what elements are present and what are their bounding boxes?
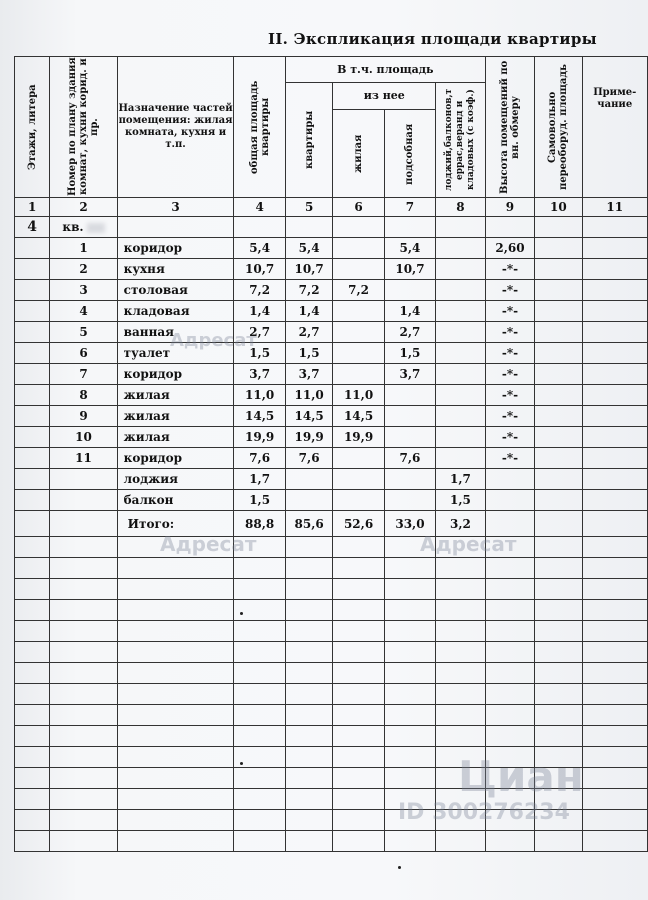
room-number: 6 (50, 343, 117, 364)
living-area: 19,9 (333, 427, 384, 448)
apartment-area: 19,9 (285, 427, 333, 448)
loggia-area (436, 280, 486, 301)
auxiliary-area (384, 385, 435, 406)
room-number (50, 469, 117, 490)
totals-loggia: 3,2 (436, 511, 486, 537)
floor-number: 4 (15, 217, 50, 238)
blank-row (15, 600, 648, 621)
header-sub-group: из нее (333, 83, 436, 110)
apartment-area: 7,6 (285, 448, 333, 469)
loggia-area (436, 238, 486, 259)
living-area: 14,5 (333, 406, 384, 427)
header-auxiliary: подсобная (384, 110, 435, 198)
total-area: 11,0 (234, 385, 285, 406)
table-row (15, 301, 648, 322)
room-height: -*- (485, 385, 534, 406)
room-number: 8 (50, 385, 117, 406)
room-purpose: лоджия (117, 469, 234, 490)
totals-apartment: 85,6 (285, 511, 333, 537)
loggia-area (436, 322, 486, 343)
total-area: 1,7 (234, 469, 285, 490)
room-height (485, 490, 534, 511)
watermark-cian: Циан (458, 752, 584, 801)
watermark-cian-id: ID 300276234 (398, 800, 570, 825)
table-row (15, 364, 648, 385)
totals-auxiliary: 33,0 (384, 511, 435, 537)
column-number: 2 (50, 198, 117, 217)
room-number: 10 (50, 427, 117, 448)
room-height: -*- (485, 406, 534, 427)
totals-total: 88,8 (234, 511, 285, 537)
room-purpose: туалет (117, 343, 234, 364)
header-apartment-area: квартиры (285, 83, 333, 198)
table-row (15, 469, 648, 490)
column-number: 8 (436, 198, 486, 217)
total-area: 14,5 (234, 406, 285, 427)
living-area (333, 259, 384, 280)
auxiliary-area (384, 469, 435, 490)
room-number: 1 (50, 238, 117, 259)
room-height: -*- (485, 427, 534, 448)
total-area: 3,7 (234, 364, 285, 385)
living-area (333, 469, 384, 490)
apartment-area: 2,7 (285, 322, 333, 343)
table-row (15, 238, 648, 259)
column-number: 11 (582, 198, 647, 217)
column-number: 4 (234, 198, 285, 217)
table-row (15, 259, 648, 280)
loggia-area: 1,5 (436, 490, 486, 511)
room-height: -*- (485, 364, 534, 385)
total-area: 1,4 (234, 301, 285, 322)
column-number: 3 (117, 198, 234, 217)
totals-row (15, 511, 648, 537)
page-title: II. Экспликация площади квартиры (268, 30, 597, 48)
blank-row (15, 663, 648, 684)
loggia-area (436, 364, 486, 385)
apartment-area: 1,5 (285, 343, 333, 364)
auxiliary-area: 2,7 (384, 322, 435, 343)
header-height: Высота помещений по вн. обмеру (485, 57, 534, 198)
room-purpose: балкон (117, 490, 234, 511)
living-area (333, 301, 384, 322)
header-purpose: Назначение частей помещения: жилая комната, кухня и т.п. (117, 57, 234, 198)
table-row (15, 406, 648, 427)
ink-dot (240, 612, 243, 615)
header-total-area: общая площадь квартиры (234, 57, 285, 198)
room-purpose: кухня (117, 259, 234, 280)
living-area (333, 490, 384, 511)
header-room-number: Номер по плану здания комнат, кухни корид. и пр. (50, 57, 117, 198)
blank-row (15, 684, 648, 705)
room-number: 7 (50, 364, 117, 385)
totals-label: Итого: (117, 511, 234, 537)
auxiliary-area (384, 490, 435, 511)
apartment-area: 7,2 (285, 280, 333, 301)
room-height (485, 469, 534, 490)
room-purpose: жилая (117, 427, 234, 448)
table-row (15, 427, 648, 448)
room-purpose: жилая (117, 406, 234, 427)
header-living: жилая (333, 110, 384, 198)
room-number: 4 (50, 301, 117, 322)
auxiliary-area: 7,6 (384, 448, 435, 469)
total-area: 2,7 (234, 322, 285, 343)
auxiliary-area: 1,4 (384, 301, 435, 322)
living-area (333, 364, 384, 385)
column-number: 5 (285, 198, 333, 217)
room-number (50, 490, 117, 511)
loggia-area (436, 385, 486, 406)
auxiliary-area: 3,7 (384, 364, 435, 385)
room-height: -*- (485, 448, 534, 469)
blank-row (15, 579, 648, 600)
table-row (15, 385, 648, 406)
loggia-area (436, 406, 486, 427)
apartment-area: 14,5 (285, 406, 333, 427)
room-purpose: коридор (117, 364, 234, 385)
living-area (333, 322, 384, 343)
total-area: 7,6 (234, 448, 285, 469)
apartment-area: 5,4 (285, 238, 333, 259)
watermark-adresat: Адресат (420, 532, 517, 556)
room-number: 11 (50, 448, 117, 469)
blank-row (15, 642, 648, 663)
header-loggia: лоджий,балконов,т еррас,веранд и кладовых (с коэф.) (436, 83, 486, 198)
living-area: 11,0 (333, 385, 384, 406)
table-row (15, 343, 648, 364)
total-area: 1,5 (234, 490, 285, 511)
room-number: 3 (50, 280, 117, 301)
loggia-area: 1,7 (436, 469, 486, 490)
room-number: 5 (50, 322, 117, 343)
column-number: 9 (485, 198, 534, 217)
column-numbers-row (15, 198, 648, 217)
apartment-area (285, 469, 333, 490)
column-number: 1 (15, 198, 50, 217)
room-height: -*- (485, 280, 534, 301)
apartment-area: 1,4 (285, 301, 333, 322)
room-purpose: ванная (117, 322, 234, 343)
auxiliary-area: 5,4 (384, 238, 435, 259)
ink-dot (240, 762, 243, 765)
room-height: 2,60 (485, 238, 534, 259)
room-height: -*- (485, 343, 534, 364)
loggia-area (436, 259, 486, 280)
apartment-area: 10,7 (285, 259, 333, 280)
header-group: В т.ч. площадь (285, 57, 485, 83)
column-number: 7 (384, 198, 435, 217)
loggia-area (436, 301, 486, 322)
column-number: 6 (333, 198, 384, 217)
header-note: Приме-чание (582, 57, 647, 198)
auxiliary-area (384, 406, 435, 427)
total-area: 1,5 (234, 343, 285, 364)
room-height: -*- (485, 301, 534, 322)
auxiliary-area (384, 280, 435, 301)
table-row (15, 322, 648, 343)
header-floor: Этажи, литера (15, 57, 50, 198)
living-area (333, 238, 384, 259)
watermark-adresat: Адресат (170, 330, 257, 351)
loggia-area (436, 448, 486, 469)
living-area (333, 343, 384, 364)
room-purpose: жилая (117, 385, 234, 406)
room-rows (15, 238, 648, 511)
room-purpose: кладовая (117, 301, 234, 322)
apartment-row (15, 217, 648, 238)
apartment-area: 11,0 (285, 385, 333, 406)
loggia-area (436, 343, 486, 364)
blank-row (15, 537, 648, 558)
blank-row (15, 726, 648, 747)
table-row (15, 280, 648, 301)
totals-living: 52,6 (333, 511, 384, 537)
blank-row (15, 705, 648, 726)
table-row (15, 448, 648, 469)
room-height: -*- (485, 322, 534, 343)
apartment-area (285, 490, 333, 511)
blank-row (15, 831, 648, 852)
ink-dot (398, 866, 401, 869)
column-number: 10 (535, 198, 582, 217)
apartment-area: 3,7 (285, 364, 333, 385)
room-number: 2 (50, 259, 117, 280)
living-area: 7,2 (333, 280, 384, 301)
blank-row (15, 558, 648, 579)
room-purpose: коридор (117, 448, 234, 469)
watermark-adresat: Адресат (160, 532, 257, 556)
header-self-rebuilt: Самовольно переоборуд. площадь (535, 57, 582, 198)
auxiliary-area: 10,7 (384, 259, 435, 280)
total-area: 7,2 (234, 280, 285, 301)
room-purpose: столовая (117, 280, 234, 301)
blank-row (15, 621, 648, 642)
total-area: 10,7 (234, 259, 285, 280)
auxiliary-area: 1,5 (384, 343, 435, 364)
loggia-area (436, 427, 486, 448)
room-height: -*- (485, 259, 534, 280)
room-purpose: коридор (117, 238, 234, 259)
living-area (333, 448, 384, 469)
explication-table (14, 56, 648, 852)
total-area: 19,9 (234, 427, 285, 448)
apartment-label: кв. (50, 217, 117, 238)
table-row (15, 490, 648, 511)
total-area: 5,4 (234, 238, 285, 259)
auxiliary-area (384, 427, 435, 448)
room-number: 9 (50, 406, 117, 427)
